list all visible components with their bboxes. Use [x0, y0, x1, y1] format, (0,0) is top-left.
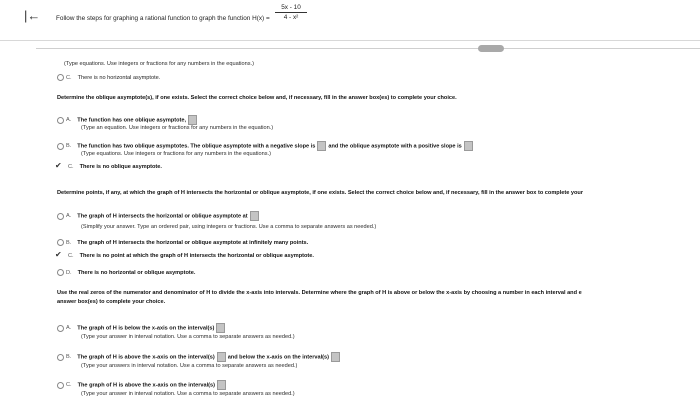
zeros-option-c[interactable]: C. The graph of H is above the x-axis on the interval(s): [57, 380, 228, 390]
rational-function-fraction: [275, 4, 307, 21]
answer-input-box[interactable]: [250, 211, 259, 221]
zeros-a-hint: (Type your answer in interval notation. Use a comma to separate answers as needed.): [81, 334, 295, 340]
fraction-denominator: 4 - x²: [283, 14, 299, 21]
oblique-a-hint: (Type an equation. Use integers or fractions for any numbers in the equation.): [81, 125, 274, 131]
checkmark-icon: ✔: [55, 161, 62, 170]
zeros-option-a-text: The graph of H is below the x-axis on the interval(s): [77, 325, 215, 332]
oblique-option-b-text-2: and the oblique asymptote with a positive slope is: [328, 143, 462, 150]
radio-button[interactable]: [57, 382, 64, 389]
intersect-option-c-text: There is no point at which the graph of H intersects the horizontal or oblique asymptote.: [79, 253, 314, 259]
oblique-question: Determine the oblique asymptote(s), if one exists. Select the correct choice below and, if necessary, fill in the answer box(es) to complete your choice.: [57, 95, 457, 101]
zeros-option-a[interactable]: A. The graph of H is below the x-axis on the interval(s): [57, 323, 227, 333]
intersect-option-c[interactable]: C. There is no point at which the graph of H intersects the horizontal or oblique asymptote.: [68, 253, 314, 259]
question-prompt: Follow the steps for graphing a rational function to graph the function H(x) =: [56, 15, 270, 22]
oblique-option-c[interactable]: C. There is no oblique asymptote.: [68, 164, 162, 170]
horizontal-option-c-text: There is no horizontal asymptote.: [77, 74, 161, 81]
zeros-b-hint: (Type your answers in interval notation. Use a comma to separate answers as needed.): [81, 363, 298, 369]
intersect-question: Determine points, if any, at which the graph of H intersects the horizontal or oblique asymptote, if one exists. Select the correct choice below and, if necessary, fill in the answer box to complete your: [57, 190, 584, 196]
answer-input-box[interactable]: [217, 352, 226, 362]
answer-input-box[interactable]: [188, 115, 197, 125]
zeros-question-line-1: Use the real zeros of the numerator and denominator of H to divide the x-axis into intervals. Determine where the graph of H is above or below the x-axis by choosing a number in each interval and e: [57, 290, 582, 296]
radio-button[interactable]: [57, 213, 64, 220]
zeros-question-line-2: answer box(es) to complete your choice.: [57, 299, 166, 305]
expand-handle[interactable]: [478, 45, 504, 52]
oblique-option-a-text: The function has one oblique asymptote,: [77, 117, 187, 124]
fraction-numerator: 5x - 10: [275, 4, 307, 13]
checkmark-icon: ✔: [55, 250, 62, 259]
answer-input-box[interactable]: [216, 323, 225, 333]
intersect-option-d[interactable]: D. There is no horizontal or oblique asymptote.: [57, 269, 195, 277]
oblique-b-hint: (Type equations. Use integers or fractions for any numbers in the equations.): [81, 151, 271, 157]
zeros-option-b-text-1: The graph of H is above the x-axis on the interval(s): [77, 354, 215, 361]
zeros-c-hint: (Type your answer in interval notation. Use a comma to separate answers as needed.): [81, 391, 295, 397]
radio-button[interactable]: [57, 354, 64, 361]
radio-button[interactable]: [57, 117, 64, 124]
oblique-option-c-text: There is no oblique asymptote.: [79, 164, 162, 170]
radio-button[interactable]: [57, 143, 64, 150]
equations-instructions: (Type equations. Use integers or fractions for any numbers in the equations.): [64, 61, 254, 67]
answer-input-box[interactable]: [464, 141, 473, 151]
oblique-option-b-text-1: The function has two oblique asymptotes. The oblique asymptote with a negative slope is: [77, 143, 316, 150]
section-divider: [36, 48, 700, 49]
intersect-a-hint: (Simplify your answer. Type an ordered pair, using integers or fractions. Use a comma to separate answers as needed.): [81, 224, 377, 230]
answer-input-box[interactable]: [217, 380, 226, 390]
radio-button[interactable]: [57, 269, 64, 276]
intersect-option-a-text: The graph of H intersects the horizontal or oblique asymptote at: [77, 213, 248, 220]
intersect-option-a[interactable]: A. The graph of H intersects the horizontal or oblique asymptote at: [57, 211, 261, 221]
oblique-option-a[interactable]: A. The function has one oblique asymptote,: [57, 115, 199, 125]
arrow-left-to-line-icon[interactable]: |←: [24, 8, 41, 23]
zeros-option-b-text-2: and below the x-axis on the interval(s): [227, 354, 330, 361]
zeros-option-b[interactable]: B. The graph of H is above the x-axis on the interval(s) and below the x-axis on the interval(s): [57, 352, 342, 362]
zeros-option-c-text: The graph of H is above the x-axis on the interval(s): [77, 382, 215, 389]
answer-input-box[interactable]: [317, 141, 326, 151]
radio-button[interactable]: [57, 74, 64, 81]
answer-input-box[interactable]: [331, 352, 340, 362]
horizontal-option-c[interactable]: C. There is no horizontal asymptote.: [57, 74, 160, 82]
radio-button[interactable]: [57, 325, 64, 332]
intersect-option-d-text: There is no horizontal or oblique asymptote.: [77, 269, 196, 276]
oblique-option-b[interactable]: B. The function has two oblique asymptotes. The oblique asymptote with a negative slope is and the oblique asymptote with a positive slope is: [57, 141, 475, 151]
intersect-option-b[interactable]: B. The graph of H intersects the horizontal or oblique asymptote at infinitely many points.: [57, 239, 308, 247]
intersect-option-b-text: The graph of H intersects the horizontal or oblique asymptote at infinitely many points.: [77, 239, 309, 246]
radio-button[interactable]: [57, 239, 64, 246]
question-header: [0, 0, 700, 41]
